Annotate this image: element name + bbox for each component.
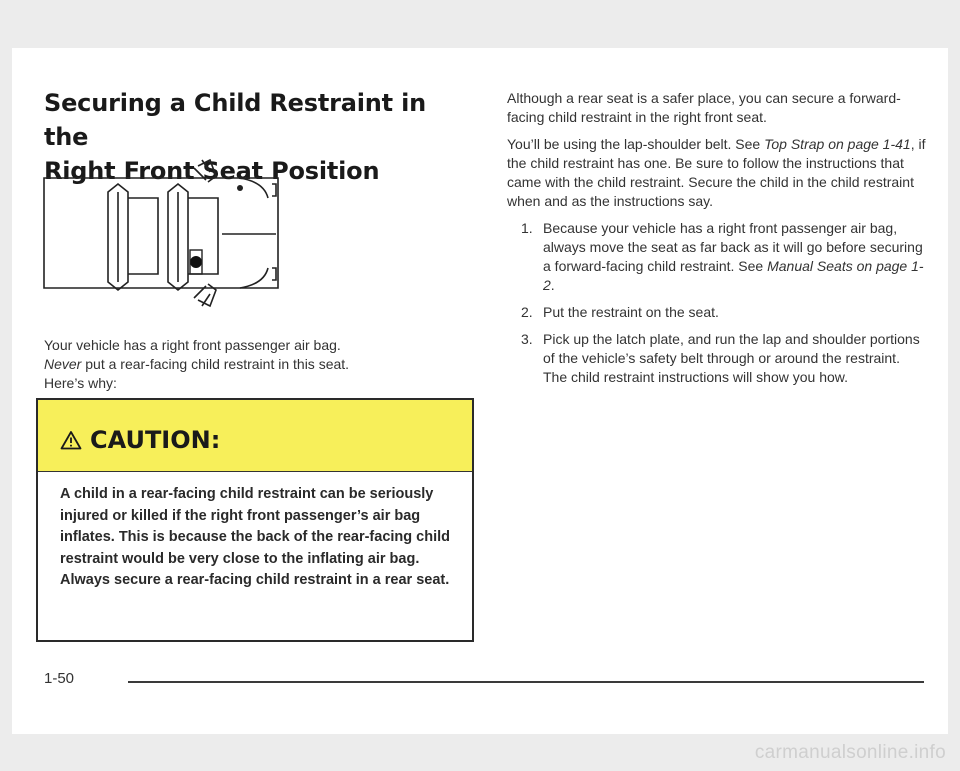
steps-list	[507, 219, 927, 387]
step-number: 2.	[521, 304, 533, 320]
steering-marker	[237, 185, 243, 191]
para2-text-a: You’ll be using the lap-shoulder belt. See	[507, 136, 765, 152]
windshield-line	[240, 178, 268, 288]
para2-text-b: , if the child restraint has one. Be sure to follow the instructions that came with the child restraint. Secure the child in the child restraint when and as the instructions say.	[507, 136, 926, 209]
footer-rule	[128, 681, 924, 683]
step-text-end: .	[550, 277, 555, 293]
step-item	[521, 303, 927, 322]
title-line-1: Securing a Child Restraint in the	[44, 89, 426, 151]
step-item	[521, 219, 927, 295]
caution-box	[36, 398, 474, 642]
seat-belt-top	[194, 160, 210, 180]
side-mirror-top	[272, 184, 276, 196]
vehicle-top-view-diagram	[40, 158, 302, 308]
step-number: 1.	[521, 220, 533, 236]
vehicle-body-outline	[44, 178, 278, 288]
warning-triangle-icon	[60, 430, 82, 450]
watermark: carmanualsonline.info	[754, 742, 946, 763]
paragraph-lap-shoulder-belt	[507, 135, 927, 211]
link-manual-seats[interactable]: Manual Seats on page 1-2	[543, 258, 924, 293]
step-text: Pick up the latch plate, and run the lap and shoulder portions of the vehicle’s safety belt through or around the restraint. The child restraint instructions will show you how.	[543, 331, 920, 385]
title-line-2: Right Front Seat Position	[44, 157, 380, 185]
rear-seat-cushion	[128, 198, 158, 274]
right-column	[507, 89, 927, 395]
side-mirror-bottom	[272, 268, 276, 280]
caution-label: CAUTION:	[90, 426, 221, 454]
paragraph-safer-place: Although a rear seat is a safer place, you can secure a forward-facing child restraint in the right front seat.	[507, 90, 901, 125]
page-number: 1-50	[44, 670, 75, 687]
step-item	[521, 330, 927, 387]
never-emphasis: Never	[44, 356, 82, 372]
step-text: Put the restraint on the seat.	[543, 304, 719, 320]
intro-line-3: Here’s why:	[44, 375, 117, 391]
intro-line-1: Your vehicle has a right front passenger air bag.	[44, 337, 341, 353]
air-bag-indicator	[190, 256, 202, 268]
caution-text: A child in a rear-facing child restraint can be seriously injured or killed if the right front passenger’s air bag inflates. This is because the back of the rear-facing child restraint would be very close to the inflating air bag. Always secure a rear-facing child restraint in a rear seat.	[60, 486, 450, 588]
intro-line-2-rest: put a rear-facing child restraint in this seat.	[81, 356, 350, 372]
seat-belt-bottom	[194, 286, 210, 306]
link-top-strap[interactable]: Top Strap on page 1-41	[764, 136, 911, 152]
caution-header	[38, 400, 472, 472]
step-text: Because your vehicle has a right front passenger air bag, always move the seat as far back as it will go before securing a forward-facing child restraint. See	[543, 220, 923, 274]
intro-line-2	[44, 355, 464, 374]
step-number: 3.	[521, 331, 533, 347]
intro-paragraph	[44, 336, 464, 393]
